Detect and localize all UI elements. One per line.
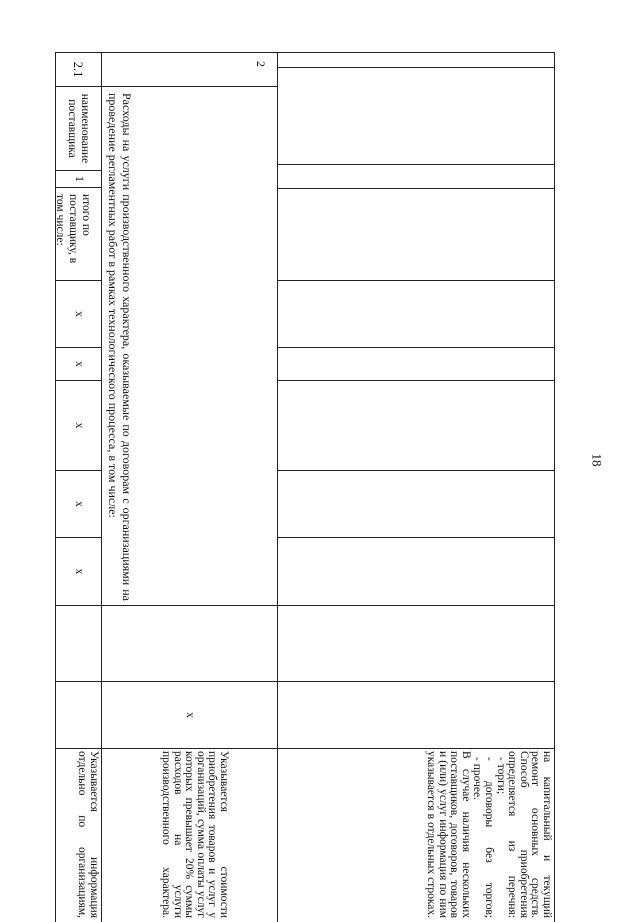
col-line-j [277,380,555,381]
table-border-right [554,52,555,922]
method-intro: Способ приобретения определяется из перечня: [506,751,530,918]
col-line-b [277,164,555,165]
x-mark-cell: х [72,311,85,317]
x-mark-cell: х [72,568,85,575]
col-line-r [277,681,555,682]
row-2-note: Указывается стоимости приобретения товаров и услуг у организаций, сумма оплаты услуг которых превышает 20% суммы расходов на услуги производственного характера. [160,751,230,918]
col-line-n [277,537,555,538]
x-mark-cell: х [72,361,85,367]
row-2-x-mark: х [183,712,196,718]
rotated-table [55,52,615,922]
col-line-p [277,605,555,606]
x-mark-cell: х [72,422,85,429]
note-top-fragment: на капитальный и текущий ремонт основных средств. [529,751,553,918]
col-line-h [277,347,555,348]
method-item: - прочее. [471,757,484,800]
method-item: - торги; [494,757,507,795]
x-mark-cell: х [72,501,85,507]
col-line-l [277,470,555,471]
row-2-1-index: 2.1 [71,61,86,78]
col-line-o [55,605,277,606]
method-item: - договоры без торгов; [483,757,496,918]
multi-supplier-note: В случае наличия нескольких поставщиков, договоров, товаров и (или) услуг информация по ним указывается в отдельных строках. [425,751,472,918]
row-2-index: 2 [254,61,268,67]
row-2-1-code: 1 [72,176,85,182]
col-line-f [277,280,555,281]
band-line-2 [277,67,555,68]
page-number: 18 [589,453,604,467]
supplier-name-cell: наименование поставщика [66,93,92,164]
row-2-description: Расходы на услуги производственного характера, оказываемые по договорам с организациями на проведение регламентных работ в рамках технологического процесса, в том числе: [106,93,134,601]
next-row-fragment: Указывается информация отдельно по организациям, [76,751,100,918]
note-column-text [278,749,554,922]
supplier-subtotal-label: итого по поставщику, в том числе: [54,194,92,264]
col-line-d [277,188,555,189]
